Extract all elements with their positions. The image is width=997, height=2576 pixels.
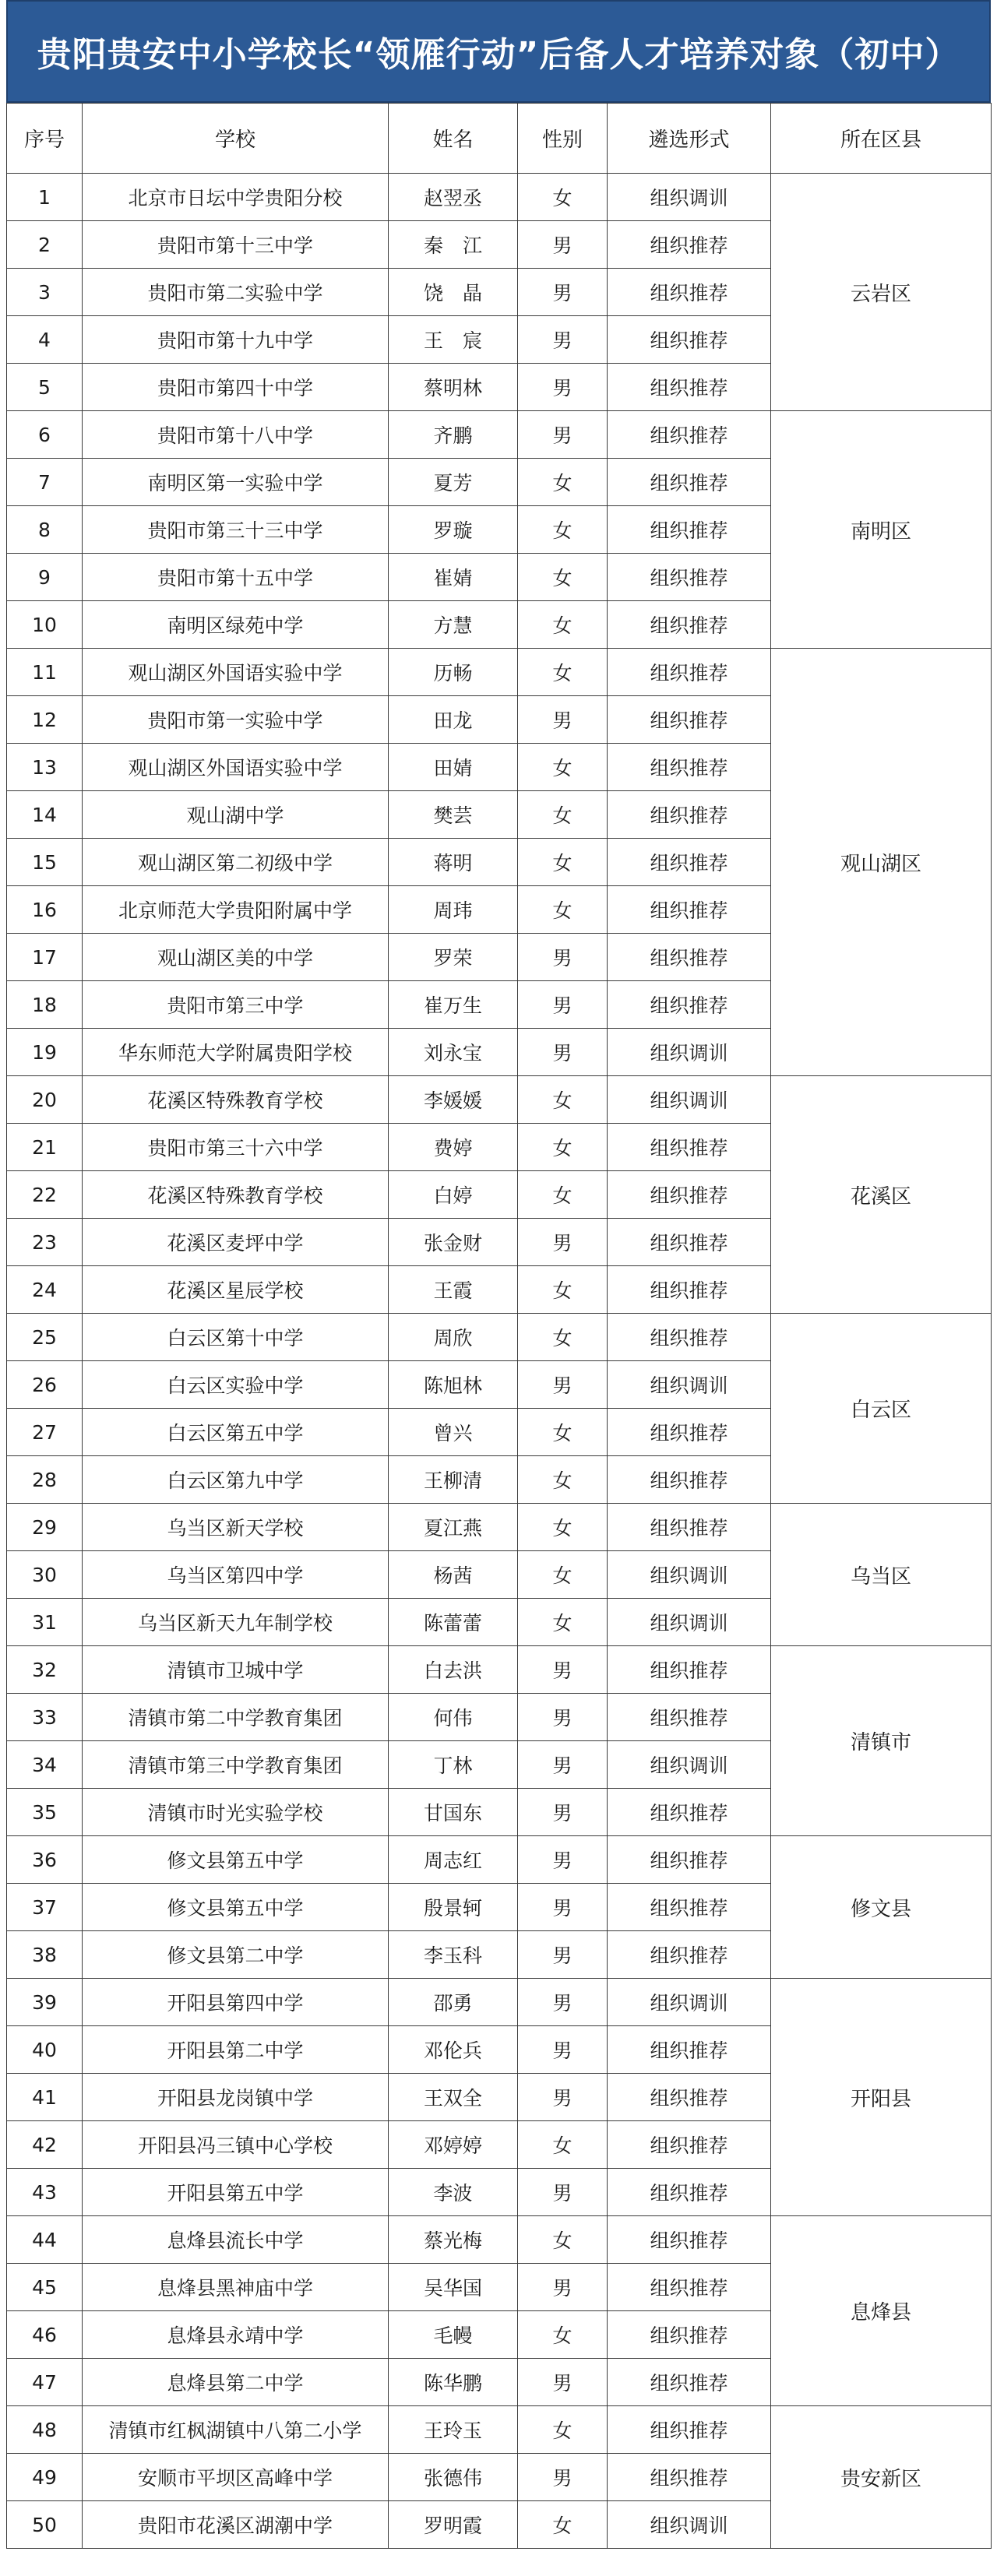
- cell-method: 组织推荐: [608, 934, 771, 981]
- cell-district: 乌当区: [771, 1504, 992, 1646]
- cell-gender: 女: [518, 459, 608, 506]
- roster-body: [7, 174, 992, 2549]
- cell-gender: 男: [518, 1931, 608, 1979]
- cell-school: 北京市日坛中学贵阳分校: [83, 174, 389, 221]
- header-name: 姓名: [389, 104, 518, 174]
- cell-gender: 女: [518, 1599, 608, 1646]
- header-method: 遴选形式: [608, 104, 771, 174]
- cell-method: 组织调训: [608, 1361, 771, 1409]
- cell-index: 40: [7, 2026, 83, 2074]
- cell-name: 田婧: [389, 744, 518, 791]
- cell-index: 48: [7, 2406, 83, 2454]
- cell-index: 1: [7, 174, 83, 221]
- cell-gender: 女: [518, 1504, 608, 1551]
- cell-school: 白云区实验中学: [83, 1361, 389, 1409]
- cell-district: 修文县: [771, 1836, 992, 1979]
- cell-method: 组织推荐: [608, 1646, 771, 1694]
- cell-school: 清镇市红枫湖镇中八第二小学: [83, 2406, 389, 2454]
- cell-gender: 女: [518, 174, 608, 221]
- cell-name: 毛幔: [389, 2311, 518, 2359]
- cell-school: 贵阳市第十三中学: [83, 221, 389, 269]
- cell-name: 张德伟: [389, 2454, 518, 2501]
- cell-school: 白云区第十中学: [83, 1314, 389, 1361]
- cell-index: 25: [7, 1314, 83, 1361]
- cell-school: 南明区绿苑中学: [83, 601, 389, 649]
- table-row: [7, 1979, 992, 2026]
- cell-gender: 女: [518, 554, 608, 601]
- cell-index: 7: [7, 459, 83, 506]
- cell-district: 贵安新区: [771, 2406, 992, 2549]
- roster-table: [6, 103, 992, 2549]
- cell-school: 息烽县永靖中学: [83, 2311, 389, 2359]
- cell-name: 刘永宝: [389, 1029, 518, 1076]
- cell-name: 杨茜: [389, 1551, 518, 1599]
- cell-school: 花溪区特殊教育学校: [83, 1171, 389, 1219]
- cell-method: 组织推荐: [608, 2454, 771, 2501]
- cell-method: 组织调训: [608, 1551, 771, 1599]
- cell-gender: 女: [518, 2501, 608, 2549]
- cell-district: 南明区: [771, 411, 992, 649]
- cell-gender: 女: [518, 1409, 608, 1456]
- cell-method: 组织推荐: [608, 2074, 771, 2121]
- cell-school: 观山湖中学: [83, 791, 389, 839]
- cell-gender: 女: [518, 2311, 608, 2359]
- cell-name: 王双全: [389, 2074, 518, 2121]
- cell-name: 周欣: [389, 1314, 518, 1361]
- cell-gender: 男: [518, 934, 608, 981]
- cell-gender: 女: [518, 1124, 608, 1171]
- cell-school: 开阳县冯三镇中心学校: [83, 2121, 389, 2169]
- cell-name: 白去洪: [389, 1646, 518, 1694]
- header-index: 序号: [7, 104, 83, 174]
- cell-name: 何伟: [389, 1694, 518, 1741]
- table-row: [7, 2216, 992, 2264]
- cell-gender: 女: [518, 2121, 608, 2169]
- table-row: [7, 2406, 992, 2454]
- cell-school: 开阳县第二中学: [83, 2026, 389, 2074]
- cell-gender: 男: [518, 2169, 608, 2216]
- table-row: [7, 411, 992, 459]
- cell-index: 8: [7, 506, 83, 554]
- cell-index: 16: [7, 886, 83, 934]
- cell-method: 组织推荐: [608, 2311, 771, 2359]
- cell-method: 组织推荐: [608, 649, 771, 696]
- cell-name: 殷景轲: [389, 1884, 518, 1931]
- page-title: 贵阳贵安中小学校长“领雁行动”后备人才培养对象（初中）: [6, 0, 991, 103]
- cell-gender: 男: [518, 2264, 608, 2311]
- cell-index: 21: [7, 1124, 83, 1171]
- table-row: [7, 1504, 992, 1551]
- table-row: [7, 174, 992, 221]
- cell-name: 邵勇: [389, 1979, 518, 2026]
- header-school: 学校: [83, 104, 389, 174]
- cell-school: 观山湖区第二初级中学: [83, 839, 389, 886]
- cell-school: 修文县第二中学: [83, 1931, 389, 1979]
- cell-school: 乌当区第四中学: [83, 1551, 389, 1599]
- cell-school: 北京师范大学贵阳附属中学: [83, 886, 389, 934]
- cell-index: 19: [7, 1029, 83, 1076]
- cell-index: 3: [7, 269, 83, 316]
- cell-school: 清镇市时光实验学校: [83, 1789, 389, 1836]
- cell-district: 花溪区: [771, 1076, 992, 1314]
- cell-name: 罗荣: [389, 934, 518, 981]
- cell-index: 31: [7, 1599, 83, 1646]
- cell-method: 组织推荐: [608, 1789, 771, 1836]
- cell-index: 37: [7, 1884, 83, 1931]
- cell-gender: 男: [518, 221, 608, 269]
- cell-school: 安顺市平坝区高峰中学: [83, 2454, 389, 2501]
- cell-name: 夏江燕: [389, 1504, 518, 1551]
- cell-index: 29: [7, 1504, 83, 1551]
- cell-method: 组织调训: [608, 1741, 771, 1789]
- cell-index: 38: [7, 1931, 83, 1979]
- cell-name: 陈华鹏: [389, 2359, 518, 2406]
- table-row: [7, 1646, 992, 1694]
- cell-name: 崔万生: [389, 981, 518, 1029]
- cell-method: 组织推荐: [608, 316, 771, 364]
- cell-school: 贵阳市第十五中学: [83, 554, 389, 601]
- cell-index: 14: [7, 791, 83, 839]
- cell-school: 花溪区特殊教育学校: [83, 1076, 389, 1124]
- cell-method: 组织推荐: [608, 886, 771, 934]
- cell-district: 云岩区: [771, 174, 992, 411]
- cell-school: 息烽县黑神庙中学: [83, 2264, 389, 2311]
- cell-gender: 男: [518, 1789, 608, 1836]
- cell-index: 17: [7, 934, 83, 981]
- cell-index: 35: [7, 1789, 83, 1836]
- cell-school: 清镇市第三中学教育集团: [83, 1741, 389, 1789]
- cell-index: 24: [7, 1266, 83, 1314]
- cell-school: 观山湖区外国语实验中学: [83, 649, 389, 696]
- cell-method: 组织调训: [608, 1599, 771, 1646]
- cell-name: 蔡光梅: [389, 2216, 518, 2264]
- cell-school: 乌当区新天学校: [83, 1504, 389, 1551]
- cell-gender: 男: [518, 2026, 608, 2074]
- cell-district: 息烽县: [771, 2216, 992, 2406]
- table-header-row: [7, 104, 992, 174]
- cell-name: 齐鹏: [389, 411, 518, 459]
- header-gender: 性别: [518, 104, 608, 174]
- cell-index: 5: [7, 364, 83, 411]
- cell-name: 陈蕾蕾: [389, 1599, 518, 1646]
- cell-school: 乌当区新天九年制学校: [83, 1599, 389, 1646]
- cell-gender: 男: [518, 269, 608, 316]
- cell-gender: 女: [518, 791, 608, 839]
- cell-school: 白云区第九中学: [83, 1456, 389, 1504]
- cell-school: 贵阳市第三中学: [83, 981, 389, 1029]
- cell-method: 组织推荐: [608, 1124, 771, 1171]
- cell-name: 李媛媛: [389, 1076, 518, 1124]
- cell-name: 夏芳: [389, 459, 518, 506]
- cell-method: 组织推荐: [608, 2169, 771, 2216]
- cell-method: 组织推荐: [608, 1836, 771, 1884]
- cell-method: 组织推荐: [608, 2264, 771, 2311]
- cell-method: 组织推荐: [608, 981, 771, 1029]
- cell-index: 11: [7, 649, 83, 696]
- cell-school: 白云区第五中学: [83, 1409, 389, 1456]
- cell-name: 秦 江: [389, 221, 518, 269]
- cell-school: 贵阳市花溪区湖潮中学: [83, 2501, 389, 2549]
- cell-method: 组织推荐: [608, 839, 771, 886]
- cell-method: 组织推荐: [608, 506, 771, 554]
- cell-method: 组织推荐: [608, 791, 771, 839]
- cell-school: 贵阳市第十八中学: [83, 411, 389, 459]
- cell-gender: 男: [518, 1884, 608, 1931]
- cell-index: 6: [7, 411, 83, 459]
- cell-gender: 女: [518, 1171, 608, 1219]
- cell-name: 赵翌丞: [389, 174, 518, 221]
- cell-index: 15: [7, 839, 83, 886]
- cell-method: 组织推荐: [608, 601, 771, 649]
- cell-index: 26: [7, 1361, 83, 1409]
- cell-method: 组织推荐: [608, 1884, 771, 1931]
- cell-index: 33: [7, 1694, 83, 1741]
- cell-method: 组织调训: [608, 1979, 771, 2026]
- cell-gender: 男: [518, 2359, 608, 2406]
- cell-gender: 女: [518, 1314, 608, 1361]
- cell-district: 白云区: [771, 1314, 992, 1504]
- cell-name: 周志红: [389, 1836, 518, 1884]
- cell-gender: 男: [518, 1836, 608, 1884]
- table-row: [7, 1836, 992, 1884]
- cell-name: 丁林: [389, 1741, 518, 1789]
- cell-school: 开阳县龙岗镇中学: [83, 2074, 389, 2121]
- cell-name: 王霞: [389, 1266, 518, 1314]
- cell-index: 27: [7, 1409, 83, 1456]
- cell-gender: 女: [518, 886, 608, 934]
- cell-school: 清镇市卫城中学: [83, 1646, 389, 1694]
- cell-gender: 女: [518, 506, 608, 554]
- cell-school: 观山湖区外国语实验中学: [83, 744, 389, 791]
- cell-gender: 女: [518, 1551, 608, 1599]
- cell-gender: 女: [518, 839, 608, 886]
- cell-name: 方慧: [389, 601, 518, 649]
- cell-name: 白婷: [389, 1171, 518, 1219]
- cell-gender: 男: [518, 411, 608, 459]
- cell-school: 花溪区麦坪中学: [83, 1219, 389, 1266]
- cell-name: 蔡明林: [389, 364, 518, 411]
- cell-gender: 女: [518, 1076, 608, 1124]
- cell-index: 30: [7, 1551, 83, 1599]
- cell-method: 组织推荐: [608, 1409, 771, 1456]
- cell-name: 王玲玉: [389, 2406, 518, 2454]
- cell-name: 张金财: [389, 1219, 518, 1266]
- cell-name: 饶 晶: [389, 269, 518, 316]
- cell-method: 组织推荐: [608, 1171, 771, 1219]
- cell-school: 修文县第五中学: [83, 1836, 389, 1884]
- cell-school: 息烽县第二中学: [83, 2359, 389, 2406]
- cell-index: 18: [7, 981, 83, 1029]
- cell-index: 50: [7, 2501, 83, 2549]
- cell-school: 开阳县第五中学: [83, 2169, 389, 2216]
- cell-method: 组织推荐: [608, 1694, 771, 1741]
- cell-method: 组织推荐: [608, 696, 771, 744]
- cell-name: 李玉科: [389, 1931, 518, 1979]
- cell-school: 花溪区星辰学校: [83, 1266, 389, 1314]
- cell-method: 组织推荐: [608, 554, 771, 601]
- cell-method: 组织推荐: [608, 1456, 771, 1504]
- cell-school: 清镇市第二中学教育集团: [83, 1694, 389, 1741]
- cell-index: 34: [7, 1741, 83, 1789]
- cell-school: 贵阳市第四十中学: [83, 364, 389, 411]
- cell-district: 观山湖区: [771, 649, 992, 1076]
- cell-name: 李波: [389, 2169, 518, 2216]
- cell-school: 贵阳市第三十三中学: [83, 506, 389, 554]
- cell-gender: 女: [518, 601, 608, 649]
- cell-gender: 男: [518, 1979, 608, 2026]
- cell-method: 组织推荐: [608, 1266, 771, 1314]
- cell-school: 贵阳市第十九中学: [83, 316, 389, 364]
- cell-name: 崔婧: [389, 554, 518, 601]
- cell-method: 组织推荐: [608, 1219, 771, 1266]
- cell-index: 12: [7, 696, 83, 744]
- cell-district: 清镇市: [771, 1646, 992, 1836]
- cell-name: 罗璇: [389, 506, 518, 554]
- cell-method: 组织推荐: [608, 2359, 771, 2406]
- cell-name: 曾兴: [389, 1409, 518, 1456]
- cell-index: 2: [7, 221, 83, 269]
- cell-method: 组织推荐: [608, 364, 771, 411]
- cell-name: 樊芸: [389, 791, 518, 839]
- cell-gender: 男: [518, 1694, 608, 1741]
- cell-index: 44: [7, 2216, 83, 2264]
- cell-school: 南明区第一实验中学: [83, 459, 389, 506]
- cell-index: 49: [7, 2454, 83, 2501]
- cell-school: 贵阳市第三十六中学: [83, 1124, 389, 1171]
- cell-gender: 女: [518, 2406, 608, 2454]
- cell-gender: 男: [518, 1361, 608, 1409]
- table-row: [7, 649, 992, 696]
- cell-gender: 女: [518, 649, 608, 696]
- cell-name: 田龙: [389, 696, 518, 744]
- cell-index: 20: [7, 1076, 83, 1124]
- cell-index: 4: [7, 316, 83, 364]
- cell-school: 修文县第五中学: [83, 1884, 389, 1931]
- cell-district: 开阳县: [771, 1979, 992, 2216]
- cell-gender: 男: [518, 316, 608, 364]
- cell-gender: 男: [518, 2074, 608, 2121]
- cell-index: 39: [7, 1979, 83, 2026]
- cell-method: 组织推荐: [608, 269, 771, 316]
- cell-method: 组织推荐: [608, 459, 771, 506]
- table-row: [7, 1076, 992, 1124]
- cell-gender: 女: [518, 1456, 608, 1504]
- cell-gender: 女: [518, 1266, 608, 1314]
- cell-school: 息烽县流长中学: [83, 2216, 389, 2264]
- cell-school: 贵阳市第一实验中学: [83, 696, 389, 744]
- cell-index: 28: [7, 1456, 83, 1504]
- cell-school: 贵阳市第二实验中学: [83, 269, 389, 316]
- cell-method: 组织推荐: [608, 2026, 771, 2074]
- cell-name: 甘国东: [389, 1789, 518, 1836]
- table-row: [7, 1314, 992, 1361]
- cell-index: 22: [7, 1171, 83, 1219]
- cell-index: 9: [7, 554, 83, 601]
- cell-method: 组织调训: [608, 1029, 771, 1076]
- cell-gender: 男: [518, 981, 608, 1029]
- cell-index: 43: [7, 2169, 83, 2216]
- cell-gender: 男: [518, 696, 608, 744]
- cell-gender: 女: [518, 744, 608, 791]
- cell-gender: 男: [518, 2454, 608, 2501]
- cell-gender: 男: [518, 364, 608, 411]
- cell-index: 36: [7, 1836, 83, 1884]
- cell-method: 组织推荐: [608, 1314, 771, 1361]
- cell-method: 组织推荐: [608, 411, 771, 459]
- cell-method: 组织调训: [608, 174, 771, 221]
- cell-index: 10: [7, 601, 83, 649]
- header-district: 所在区县: [771, 104, 992, 174]
- cell-name: 蒋明: [389, 839, 518, 886]
- cell-method: 组织推荐: [608, 2216, 771, 2264]
- cell-name: 邓伦兵: [389, 2026, 518, 2074]
- cell-gender: 男: [518, 1219, 608, 1266]
- cell-school: 开阳县第四中学: [83, 1979, 389, 2026]
- cell-name: 王柳清: [389, 1456, 518, 1504]
- cell-name: 王 宸: [389, 316, 518, 364]
- cell-index: 42: [7, 2121, 83, 2169]
- cell-method: 组织推荐: [608, 221, 771, 269]
- cell-index: 32: [7, 1646, 83, 1694]
- cell-gender: 男: [518, 1646, 608, 1694]
- cell-method: 组织调训: [608, 2501, 771, 2549]
- cell-method: 组织推荐: [608, 1931, 771, 1979]
- cell-index: 45: [7, 2264, 83, 2311]
- cell-gender: 男: [518, 1029, 608, 1076]
- cell-name: 罗明霞: [389, 2501, 518, 2549]
- cell-name: 周玮: [389, 886, 518, 934]
- cell-method: 组织调训: [608, 1076, 771, 1124]
- cell-index: 23: [7, 1219, 83, 1266]
- cell-name: 历畅: [389, 649, 518, 696]
- cell-index: 47: [7, 2359, 83, 2406]
- cell-gender: 男: [518, 1741, 608, 1789]
- cell-method: 组织推荐: [608, 1504, 771, 1551]
- cell-gender: 女: [518, 2216, 608, 2264]
- cell-name: 费婷: [389, 1124, 518, 1171]
- cell-school: 观山湖区美的中学: [83, 934, 389, 981]
- cell-index: 13: [7, 744, 83, 791]
- roster-sheet: [6, 0, 991, 2549]
- cell-index: 41: [7, 2074, 83, 2121]
- cell-index: 46: [7, 2311, 83, 2359]
- cell-name: 邓婷婷: [389, 2121, 518, 2169]
- cell-method: 组织推荐: [608, 744, 771, 791]
- cell-method: 组织推荐: [608, 2121, 771, 2169]
- cell-school: 华东师范大学附属贵阳学校: [83, 1029, 389, 1076]
- cell-name: 陈旭林: [389, 1361, 518, 1409]
- cell-method: 组织推荐: [608, 2406, 771, 2454]
- cell-name: 吴华国: [389, 2264, 518, 2311]
